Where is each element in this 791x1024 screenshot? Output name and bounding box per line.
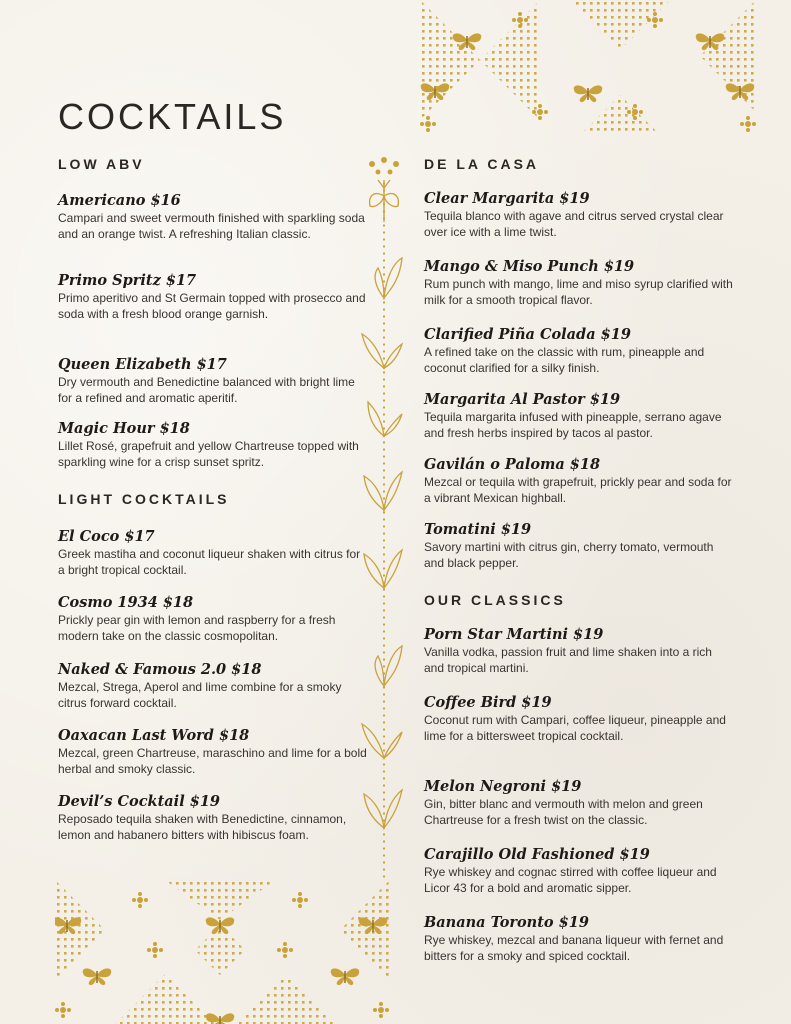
item-name: Clear Margarita $19 — [424, 190, 590, 207]
item-description: Mezcal, green Chartreuse, maraschino and lime for a bold herbal and smoky classic. — [58, 746, 367, 776]
item-name: Melon Negroni $19 — [424, 778, 582, 795]
menu-item-mango-miso-punch — [424, 258, 734, 308]
butterfly-pattern-icon — [55, 880, 390, 1024]
menu-item-naked-famous — [58, 661, 368, 711]
menu-item-primo-spritz — [58, 272, 368, 322]
item-name: Primo Spritz $17 — [58, 272, 197, 289]
menu-item-melon-negroni — [424, 778, 734, 828]
item-name: Oaxacan Last Word $18 — [58, 727, 250, 744]
menu-item-cosmo-1934 — [58, 594, 368, 644]
butterfly-pattern-top — [420, 0, 756, 135]
item-name: Margarita Al Pastor $19 — [424, 391, 621, 408]
item-name: Cosmo 1934 $18 — [58, 594, 194, 611]
item-description: Mezcal or tequila with grapefruit, prickly pear and soda for a vibrant Mexican highball. — [424, 475, 732, 505]
menu-item-americano — [58, 192, 368, 242]
section-heading-our-classics: OUR CLASSICS — [424, 592, 566, 608]
item-description: Primo aperitivo and St Germain topped with prosecco and soda with a fresh blood orange garnish. — [58, 291, 366, 321]
item-name: Coffee Bird $19 — [424, 694, 552, 711]
menu-item-porn-star-martini — [424, 626, 734, 676]
page-title: COCKTAILS — [58, 96, 287, 137]
menu-item-devils-cocktail — [58, 793, 368, 843]
menu-item-el-coco — [58, 528, 368, 578]
item-description: Rye whiskey and cognac stirred with coffee liqueur and Licor 43 for a bold and aromatic sipper. — [424, 865, 717, 895]
item-name: Porn Star Martini $19 — [424, 626, 604, 643]
item-description: Lillet Rosé, grapefruit and yellow Chartreuse topped with sparkling wine for a crisp sunset spritz. — [58, 439, 359, 469]
item-name: Americano $16 — [58, 192, 181, 209]
menu-item-magic-hour — [58, 420, 368, 470]
flower-sprig-icon — [364, 156, 404, 226]
item-name: El Coco $17 — [58, 528, 155, 545]
menu-item-banana-toronto — [424, 914, 734, 964]
item-description: Greek mastiha and coconut liqueur shaken with citrus for a bright tropical cocktail. — [58, 547, 361, 577]
item-name: Naked & Famous 2.0 $18 — [58, 661, 262, 678]
leaf-icon — [364, 390, 404, 438]
butterfly-pattern-bottom — [55, 880, 390, 1024]
item-description: Tequila margarita infused with pineapple, serrano agave and fresh herbs inspired by tacos al pastor. — [424, 410, 722, 440]
leaf-icon — [364, 252, 404, 300]
section-heading-low-abv: LOW ABV — [58, 156, 145, 172]
menu-item-clarified-pina-colada — [424, 326, 734, 376]
item-name: Carajillo Old Fashioned $19 — [424, 846, 650, 863]
item-description: Gin, bitter blanc and vermouth with melon and green Chartreuse for a fresh twist on the classic. — [424, 797, 703, 827]
item-description: Reposado tequila shaken with Benedictine, cinnamon, lemon and habanero bitters with hibiscus foam. — [58, 812, 347, 842]
leaf-icon — [364, 640, 404, 688]
item-name: Mango & Miso Punch $19 — [424, 258, 635, 275]
item-name: Banana Toronto $19 — [424, 914, 589, 931]
menu-item-gavilan-o-paloma — [424, 456, 734, 506]
item-description: Dry vermouth and Benedictine balanced with bright lime for a refined and aromatic aperitif. — [58, 375, 355, 405]
menu-item-carajillo-old-fashioned — [424, 846, 734, 896]
menu-item-clear-margarita — [424, 190, 734, 240]
item-description: Prickly pear gin with lemon and raspberry for a fresh modern take on the classic cosmopolitan. — [58, 613, 336, 643]
item-description: Rye whiskey, mezcal and banana liqueur with fernet and bitters for a smoky and spiced cocktail. — [424, 933, 724, 963]
item-description: Mezcal, Strega, Aperol and lime combine for a smoky citrus forward cocktail. — [58, 680, 342, 710]
item-description: Campari and sweet vermouth finished with sparkling soda and an orange twist. A refreshing Italian classic. — [58, 211, 365, 241]
menu-item-oaxacan-last-word — [58, 727, 368, 777]
item-name: Queen Elizabeth $17 — [58, 356, 227, 373]
item-name: Devil’s Cocktail $19 — [58, 793, 221, 810]
item-description: A refined take on the classic with rum, pineapple and coconut clarified for a silky finish. — [424, 345, 705, 375]
item-description: Savory martini with citrus gin, cherry tomato, vermouth and black pepper. — [424, 540, 714, 570]
leaf-icon — [362, 780, 406, 830]
item-description: Tequila blanco with agave and citrus served crystal clear over ice with a lime twist. — [424, 209, 724, 239]
section-heading-light-cocktails: LIGHT COCKTAILS — [58, 491, 230, 507]
butterfly-pattern-icon — [420, 0, 756, 135]
item-description: Rum punch with mango, lime and miso syrup clarified with milk for a smooth tropical flavor. — [424, 277, 733, 307]
menu-item-queen-elizabeth — [58, 356, 368, 406]
item-description: Coconut rum with Campari, coffee liqueur, pineapple and lime for a bittersweet tropical cocktail. — [424, 713, 726, 743]
leaf-icon — [362, 462, 406, 512]
item-name: Gavilán o Paloma $18 — [424, 456, 601, 473]
item-description: Vanilla vodka, passion fruit and lime shaken into a rich and tropical martini. — [424, 645, 712, 675]
item-name: Magic Hour $18 — [58, 420, 190, 437]
item-name: Tomatini $19 — [424, 521, 532, 538]
section-heading-de-la-casa: DE LA CASA — [424, 156, 540, 172]
menu-item-tomatini — [424, 521, 734, 571]
menu-item-coffee-bird — [424, 694, 734, 744]
leaf-icon — [362, 540, 406, 590]
menu-item-margarita-al-pastor — [424, 391, 734, 441]
item-name: Clarified Piña Colada $19 — [424, 326, 631, 343]
